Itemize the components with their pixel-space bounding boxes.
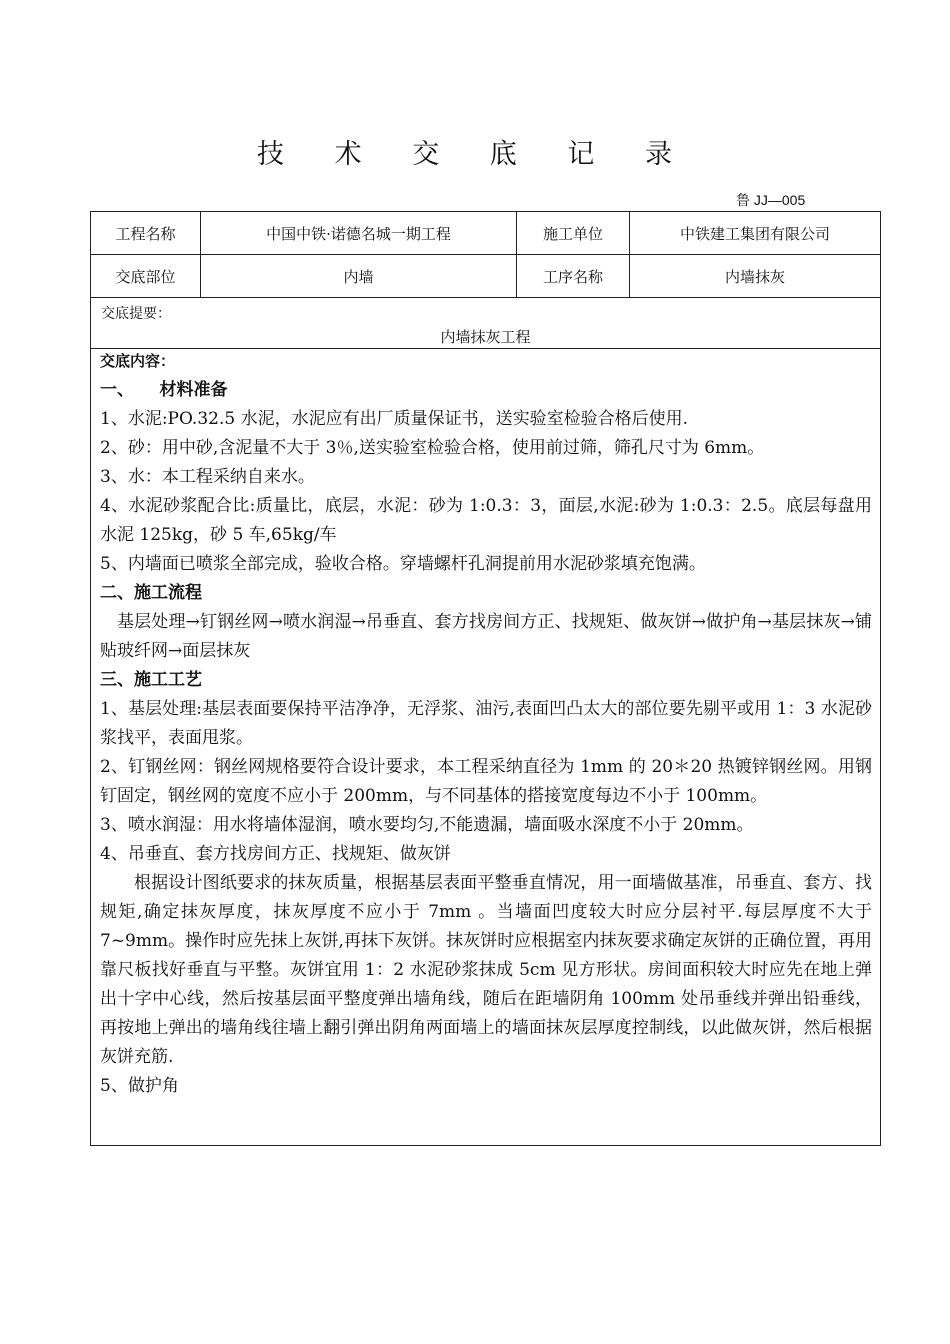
construction-unit-value: 中铁建工集团有限公司 [629, 212, 880, 254]
section-2-flow: 基层处理→钉钢丝网→喷水润湿→吊垂直、套方找房间方正、找规矩、做灰饼→做护角→基层抹灰→铺贴玻纤网→面层抹灰 [100, 612, 872, 661]
disclosure-table [90, 211, 881, 1146]
section-1-item: 4、水泥砂浆配合比:质量比，底层，水泥：砂为 1:0.3：3，面层,水泥:砂为 1:0.3：2.5。底层每盘用水泥 125kg，砂 5 车,65kg/车 [100, 496, 872, 545]
disclosure-part-label: 交底部位 [115, 267, 176, 286]
section-3-paragraph: 根据设计图纸要求的抹灰质量，根据基层表面平整垂直情况，用一面墙做基准，吊垂直、套方、找规矩,确定抹灰厚度，抹灰厚度不应小于 7mm 。当墙面凹度较大时应分层衬平.每层厚度不大于 7~9mm。操作时应先抹上灰饼,再抹下灰饼。抹灰饼时应根据室内抹灰要求确定灰饼的正确位置，再用靠尺板找好垂直与平整。灰饼宜用 1：2 水泥砂浆抹成 5cm 见方形状。房间面积较大时应先在地上弹出十字中心线，然后按基层面平整度弹出墙角线，随后在距墙阴角 100mm 处吊垂线并弹出铅垂线，再按地上弹出的墙角线往墙上翻引弹出阴角两面墙上的墙面抹灰层厚度控制线，以此做灰饼，然后根据灰饼充筋. [100, 873, 872, 1067]
project-name-label: 工程名称 [115, 224, 176, 243]
summary-text: 内墙抹灰工程 [440, 328, 531, 346]
disclosure-part-value: 内墙 [200, 255, 516, 297]
section-1-item: 5、内墙面已喷浆全部完成，验收合格。穿墙螺杆孔洞提前用水泥砂浆填充饱满。 [100, 554, 706, 574]
document-title: 技 术 交 底 记 录 [257, 139, 693, 170]
section-1-item: 2、砂：用中砂,含泥量不大于 3％,送实验室检验合格，使用前过筛，筛孔尺寸为 6mm。 [100, 438, 765, 458]
process-name-label: 工序名称 [516, 255, 629, 297]
construction-unit-label: 施工单位 [516, 212, 629, 254]
section-1-item: 1、水泥:PO.32.5 水泥，水泥应有出厂质量保证书，送实验室检验合格后使用. [100, 409, 688, 429]
section-1-item: 3、水：本工程采纳自来水。 [100, 467, 315, 487]
table-row-project [91, 212, 880, 255]
section-3-item: 3、喷水润湿：用水将墙体湿润，喷水要均匀,不能遗漏，墙面吸水深度不小于 20mm。 [100, 815, 754, 835]
project-name-value: 中国中铁·诺德名城一期工程 [200, 212, 516, 254]
table-row-summary [91, 298, 880, 349]
section-3-item: 4、吊垂直、套方找房间方正、找规矩、做灰饼 [100, 844, 451, 864]
section-3-item: 2、钉钢丝网：钢丝网规格要符合设计要求，本工程采纳直径为 1mm 的 20＊20 热镀锌钢丝网。用钢钉固定，钢丝网的宽度不应小于 200mm，与不同基体的搭接宽度每边不小于 100mm。 [100, 757, 872, 806]
document-number: 鲁 JJ—005 [736, 192, 806, 208]
section-1-title: 一、 材料准备 [100, 380, 228, 400]
process-name-value: 内墙抹灰 [629, 255, 880, 297]
section-3-item: 1、基层处理:基层表面要保持平洁净净，无浮浆、油污,表面凹凸太大的部位要先剔平或用 1：3 水泥砂浆找平，表面甩浆。 [100, 699, 872, 748]
disclosure-content [100, 350, 872, 1101]
section-2-title: 二、施工流程 [100, 583, 202, 603]
section-3-item: 5、做护角 [100, 1076, 179, 1096]
table-row-part [91, 255, 880, 298]
content-label: 交底内容： [100, 352, 176, 370]
summary-label: 交底提要： [101, 306, 171, 322]
section-3-title: 三、施工工艺 [100, 670, 202, 690]
